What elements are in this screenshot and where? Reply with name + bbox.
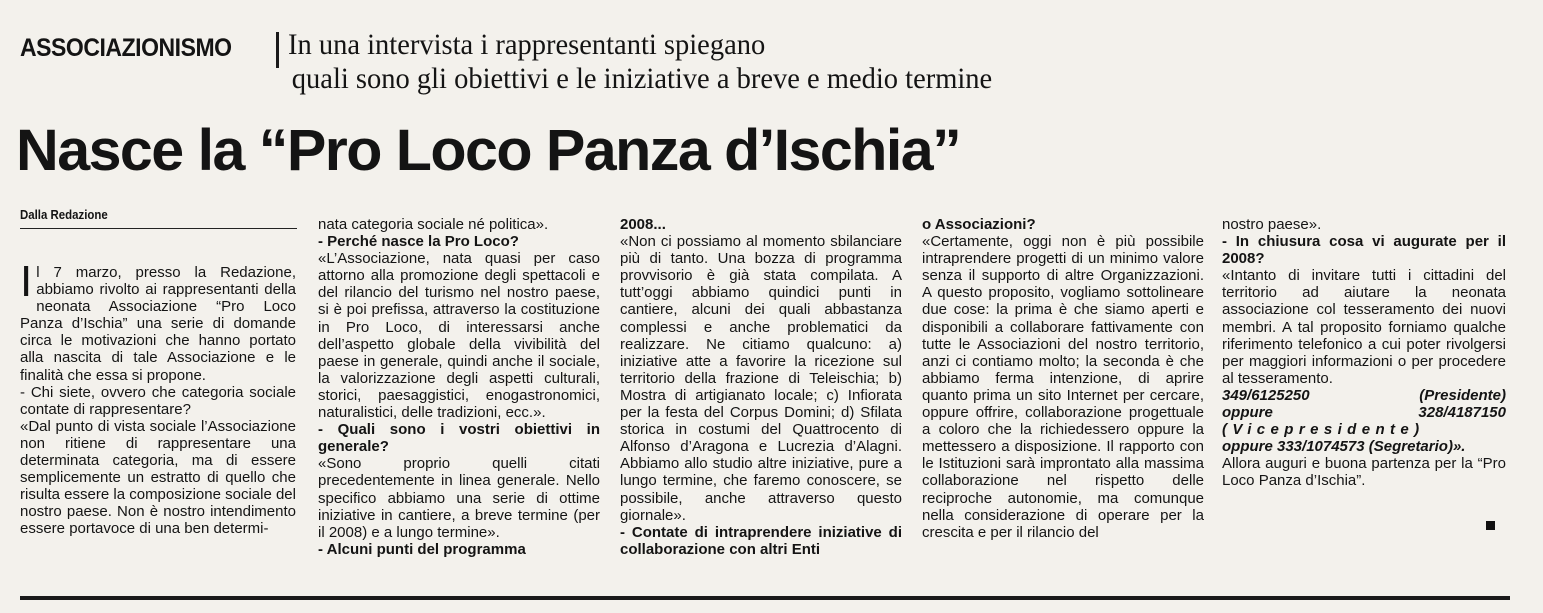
drop-cap: I [20, 257, 33, 306]
phone-president: 349/6125250 [1222, 386, 1310, 404]
contact-line-2 [1222, 404, 1506, 421]
subhead-line-2: quali sono gli obiettivi e le iniziative a breve e medio termine [291, 62, 993, 95]
bottom-rule [20, 596, 1510, 600]
column-1 [20, 257, 296, 538]
phone-vicepresident: 328/4187150 [1418, 404, 1506, 422]
role-vicepresident: (Vicepresidente) [1222, 421, 1425, 439]
question-2: - Perché nasce la Pro Loco? [318, 233, 519, 251]
question-5: - Contate di intraprendere iniziative di collaborazione con altri Enti [620, 523, 902, 558]
answer-3: «Sono proprio quelli citati precedentemente in linea generale. Nello specifico abbiamo una serie di ottime iniziative in cantiere, a breve termine (per il 2008) e a lungo termine». [318, 455, 600, 541]
or-label: oppure [1222, 404, 1273, 422]
answer-4: «Non ci possiamo al momento sbilanciare più di tanto. Una bozza di programma provvisorio è già stata compilata. A tutt’oggi abbiamo quindici punti in cantiere, alcuni dei quali abbastanza complessi e anche problematici da realizzare. Ne citiamo qualcuno: a) iniziative atte a favorire la ricezione sul territorio della frazione di Teleischia; b) Mostra di artigianato locale; c) Infiorata per la festa del Corpus Domini; d) Sfilata storica in costumi del Quattrocento di Alfonso d’Aragona e Lucrezia d’Alagni. Abbiamo allo studio altre iniziative, pure a lungo termine, che faremo conoscere, se possibile, anche attraverso questo giornale». [620, 233, 902, 524]
end-of-article-mark [1486, 521, 1495, 530]
headline: Nasce la “Pro Loco Panza d’Ischia” [16, 118, 961, 183]
contact-line-3: oppure 333/1074573 (Segretario)». [1222, 438, 1466, 456]
byline-rule [20, 228, 297, 229]
answer-5-end: nostro paese». [1222, 216, 1322, 233]
intro-text: l 7 marzo, presso la Redazione, abbiamo rivolto ai rappresentanti della neonata Associazione “Pro Loco Panza d’Ischia” una serie di domande circa le motivazioni che hanno portato alla nascita di tale Associazione e le finalità che essa si propone. [20, 264, 296, 384]
column-5 [1222, 216, 1506, 490]
question-6: - In chiusura cosa vi augurate per il 2008? [1222, 233, 1506, 268]
question-3: - Quali sono i vostri obiettivi in generale? [318, 421, 600, 456]
question-4: - Alcuni punti del programma [318, 540, 526, 558]
column-3 [620, 216, 902, 558]
column-2 [318, 216, 600, 558]
byline: Dalla Redazione [20, 207, 108, 222]
kicker-divider [276, 32, 279, 68]
role-president: (Presidente) [1419, 386, 1506, 404]
intro-paragraph [20, 257, 296, 384]
answer-2: «L’Associazione, nata quasi per caso attorno alla promozione degli spettacoli e del rilancio del turismo nel nostro paese, si è poi prefissa, attraverso la costituzione in Pro Loco, di interessarsi anche dell’aspetto globale della vivibilità del paese in generale, quindi anche il sociale, la valorizzazione degli aspetti culturali, storici, paesaggistici, enogastronomici, naturalistici, delle tradizioni, ecc.». [318, 250, 600, 422]
closing-text: Allora auguri e buona partenza per la “Pro Loco Panza d’Ischia”. [1222, 455, 1506, 490]
question-5-end: o Associazioni? [922, 216, 1036, 233]
answer-5: «Certamente, oggi non è più possibile intraprendere progetti di un minimo valore senza il supporto di altre Organizzazioni. A questo proposito, vogliamo sottolineare due cose: la prima è che siamo aperti e disponibili a collaborare fattivamente con tutte le Associazioni del nostro territorio, anzi ci contiamo molto; la seconda è che abbiamo ferma intenzione, di aprire quanto prima un sito Internet per cercare, oppure offrire, collaborazione progettuale a coloro che la richiedessero oppure la mettessero a disposizione. Il rapporto con le Istituzioni sarà improntato alla massima collaborazione nel rispetto delle reciproche autonomie, ma comunque nella considerazione di operare per la crescita e per il rilancio del [922, 233, 1204, 541]
question-4-end: 2008... [620, 216, 666, 233]
answer-6: «Intanto di invitare tutti i cittadini del territorio ad aiutare la neonata associazione col tesseramento dei nuovi membri. A tal proposito forniamo qualche riferimento telefonico a cui poter rivolgersi per maggiori informazioni o per procedere al tesseramento. [1222, 267, 1506, 387]
answer-1-end: nata categoria sociale né politica». [318, 216, 549, 233]
subheadline [288, 28, 992, 96]
contact-line-1 [1222, 387, 1506, 404]
question-1: - Chi siete, ovvero che categoria sociale contate di rappresentare? [20, 383, 296, 418]
column-4 [922, 216, 1204, 541]
answer-1: «Dal punto di vista sociale l’Associazione non ritiene di rappresentare una determinata categoria, ma di essere semplicemente un estratto di quello che risulta essere la composizione sociale del nostro paese. Non è nostro intendimento essere portavoce di una ben determi- [20, 417, 296, 538]
section-kicker: ASSOCIAZIONISMO [20, 34, 232, 62]
subhead-line-1: In una intervista i rappresentanti spiegano [288, 28, 766, 61]
